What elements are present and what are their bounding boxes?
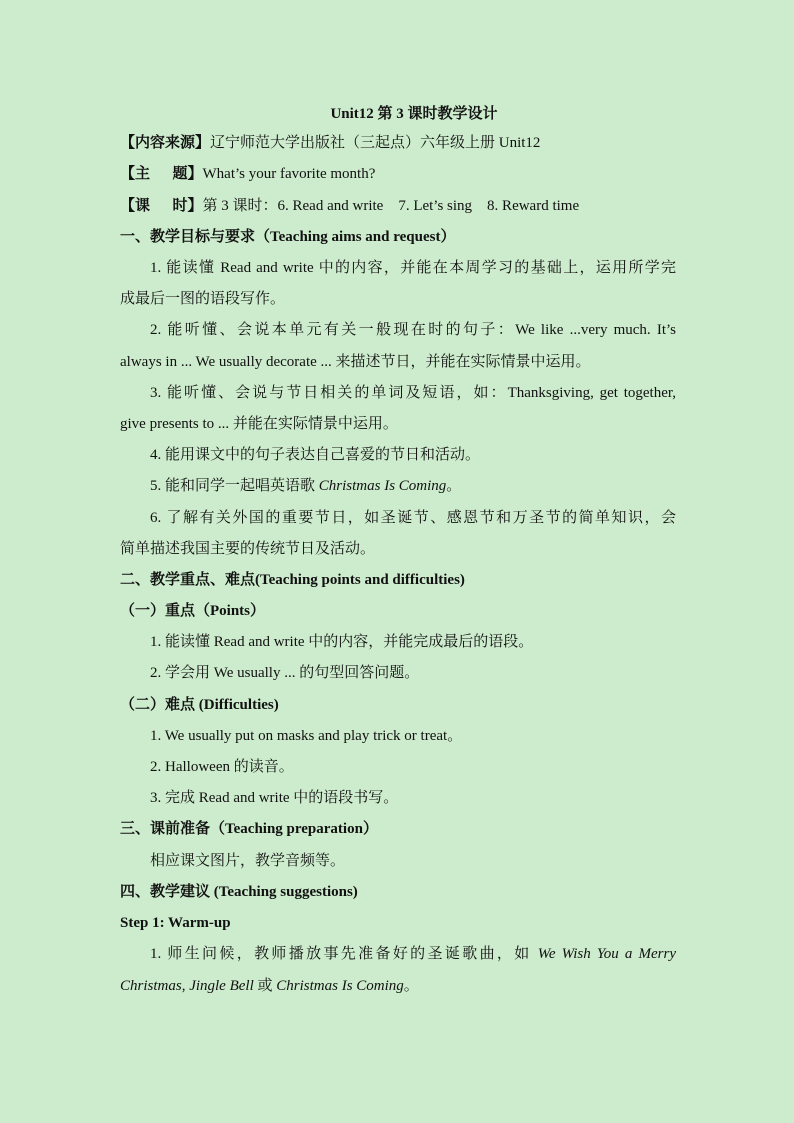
song-title-2: Jingle Bell — [189, 978, 254, 994]
aim-3-line-1: 3. 能听懂、会说与节日相关的单词及短语，如：Thanksgiving, get together, — [150, 385, 676, 401]
separator-comma: , — [181, 978, 190, 994]
difficulty-2: 2. Halloween 的读音。 — [150, 759, 294, 775]
subheading-points: （一）重点（Points） — [120, 603, 266, 619]
meta-source-label: 【内容来源】 — [120, 135, 211, 151]
meta-topic-label: 【主 题】 — [120, 166, 203, 182]
meta-period-value: 第 3 课时：6. Read and write 7. Let’s sing 8. Reward time — [202, 198, 580, 214]
section-heading-preparation: 三、课前准备（Teaching preparation） — [120, 821, 378, 837]
step-heading: Step 1: Warm-up — [120, 915, 231, 931]
point-1: 1. 能读懂 Read and write 中的内容，并能完成最后的语段。 — [150, 634, 534, 650]
section-heading-points: 二、教学重点、难点(Teaching points and difficulties) — [120, 572, 465, 588]
aim-5-end: 。 — [446, 478, 462, 494]
song-title-1: We Wish You a Merry — [537, 946, 676, 962]
section-heading-suggestions: 四、教学建议 (Teaching suggestions) — [120, 884, 358, 900]
step-1-text: 1. 师生问候，教师播放事先准备好的圣诞歌曲，如 — [150, 946, 538, 962]
meta-topic-value: What’s your favorite month? — [202, 166, 376, 182]
aim-4: 4. 能用课文中的句子表达自己喜爱的节日和活动。 — [150, 447, 481, 463]
aim-2-line-2: always in ... We usually decorate ... 来描述节日，并能在实际情景中运用。 — [120, 354, 591, 370]
meta-period — [120, 195, 676, 217]
line-end: 。 — [403, 978, 419, 994]
point-2: 2. 学会用 We usually ... 的句型回答问题。 — [150, 665, 420, 681]
preparation-text: 相应课文图片，教学音频等。 — [150, 853, 346, 869]
page-title: Unit12 第 3 课时教学设计 — [330, 106, 498, 122]
separator-or: 或 — [253, 978, 277, 994]
meta-source-value: 辽宁师范大学出版社（三起点）六年级上册 Unit12 — [210, 135, 541, 151]
meta-topic — [120, 163, 676, 185]
step-1-line-1 — [150, 943, 676, 965]
aim-1-line-1: 1. 能读懂 Read and write 中的内容，并能在本周学习的基础上，运用所学完 — [150, 260, 676, 276]
aim-6-line-1: 6. 了解有关外国的重要节日，如圣诞节、感恩节和万圣节的简单知识，会 — [150, 510, 676, 526]
aim-5-song-title: Christmas Is Coming — [318, 478, 447, 494]
aim-2-line-1: 2. 能听懂、会说本单元有关一般现在时的句子：We like ...very much. It’s — [150, 322, 676, 338]
aim-1-line-2: 成最后一图的语段写作。 — [120, 291, 286, 307]
difficulty-1: 1. We usually put on masks and play trick or treat。 — [150, 728, 463, 744]
section-heading-aims: 一、教学目标与要求（Teaching aims and request） — [120, 229, 456, 245]
subheading-difficulties: （二）难点 (Difficulties) — [120, 697, 279, 713]
aim-5 — [150, 475, 676, 497]
difficulty-3: 3. 完成 Read and write 中的语段书写。 — [150, 790, 399, 806]
meta-source — [120, 132, 676, 154]
song-title-3: Christmas Is Coming — [276, 978, 404, 994]
aim-3-line-2: give presents to ... 并能在实际情景中运用。 — [120, 416, 398, 432]
aim-5-text: 5. 能和同学一起唱英语歌 — [150, 478, 319, 494]
aim-6-line-2: 简单描述我国主要的传统节日及活动。 — [120, 541, 376, 557]
step-1-line-2 — [120, 975, 676, 997]
song-title-1-end: Christmas — [120, 978, 182, 994]
meta-period-label: 【课 时】 — [120, 198, 203, 214]
